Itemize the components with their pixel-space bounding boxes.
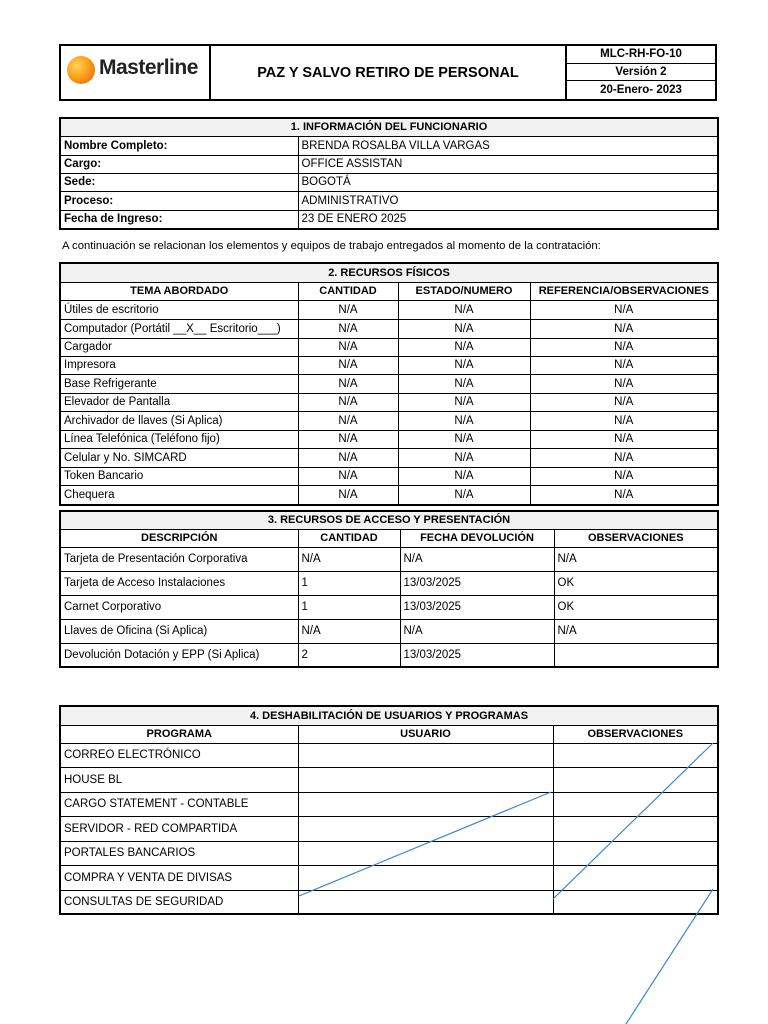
description-cell: Llaves de Oficina (Si Aplica) bbox=[60, 619, 298, 643]
status-cell: N/A bbox=[398, 393, 530, 411]
observations-cell: OK bbox=[554, 595, 718, 619]
item-name-cell: Archivador de llaves (Si Aplica) bbox=[60, 411, 298, 430]
description-cell: Devolución Dotación y EPP (Si Aplica) bbox=[60, 643, 298, 667]
document-code: MLC-RH-FO-10 bbox=[567, 46, 715, 64]
reference-cell: N/A bbox=[530, 374, 718, 393]
user-cell bbox=[298, 816, 553, 841]
reference-cell: N/A bbox=[530, 430, 718, 448]
item-name-cell: Chequera bbox=[60, 485, 298, 505]
item-name-cell: Base Refrigerante bbox=[60, 374, 298, 393]
table-header-row bbox=[60, 529, 718, 547]
program-cell: COMPRA Y VENTA DE DIVISAS bbox=[60, 865, 298, 890]
quantity-cell: N/A bbox=[298, 430, 398, 448]
reference-cell: N/A bbox=[530, 319, 718, 338]
status-cell: N/A bbox=[398, 467, 530, 485]
table-row bbox=[60, 619, 718, 643]
user-cell bbox=[298, 890, 553, 914]
observations-cell: N/A bbox=[554, 619, 718, 643]
info-value: BRENDA ROSALBA VILLA VARGAS bbox=[298, 136, 718, 155]
status-cell: N/A bbox=[398, 448, 530, 467]
status-cell: N/A bbox=[398, 319, 530, 338]
section4-title: 4. DESHABILITACIÓN DE USUARIOS Y PROGRAMAS bbox=[60, 706, 718, 725]
info-label: Sede: bbox=[60, 173, 298, 191]
info-row bbox=[60, 210, 718, 229]
column-header: USUARIO bbox=[298, 725, 553, 743]
info-row bbox=[60, 191, 718, 210]
reference-cell: N/A bbox=[530, 485, 718, 505]
return-date-cell: N/A bbox=[400, 547, 554, 571]
description-cell: Tarjeta de Acceso Instalaciones bbox=[60, 571, 298, 595]
section1-title: 1. INFORMACIÓN DEL FUNCIONARIO bbox=[60, 118, 718, 136]
quantity-cell: N/A bbox=[298, 411, 398, 430]
reference-cell: N/A bbox=[530, 356, 718, 374]
column-header: CANTIDAD bbox=[298, 282, 398, 300]
table-row bbox=[60, 890, 718, 914]
table-row bbox=[60, 595, 718, 619]
table-row bbox=[60, 467, 718, 485]
observations-cell bbox=[553, 767, 718, 792]
reference-cell: N/A bbox=[530, 411, 718, 430]
table-row bbox=[60, 792, 718, 816]
observations-cell bbox=[553, 890, 718, 914]
access-resources-table bbox=[59, 510, 719, 668]
status-cell: N/A bbox=[398, 485, 530, 505]
table-row bbox=[60, 300, 718, 319]
info-row bbox=[60, 155, 718, 173]
item-name-cell: Útiles de escritorio bbox=[60, 300, 298, 319]
status-cell: N/A bbox=[398, 300, 530, 319]
quantity-cell: N/A bbox=[298, 485, 398, 505]
column-header: FECHA DEVOLUCIÓN bbox=[400, 529, 554, 547]
status-cell: N/A bbox=[398, 411, 530, 430]
quantity-cell: 2 bbox=[298, 643, 400, 667]
observations-cell bbox=[553, 743, 718, 767]
quantity-cell: N/A bbox=[298, 619, 400, 643]
quantity-cell: N/A bbox=[298, 393, 398, 411]
item-name-cell: Token Bancario bbox=[60, 467, 298, 485]
table-row bbox=[60, 547, 718, 571]
table-row bbox=[60, 485, 718, 505]
status-cell: N/A bbox=[398, 338, 530, 356]
table-header-row bbox=[60, 725, 718, 743]
physical-resources-table bbox=[59, 262, 719, 506]
reference-cell: N/A bbox=[530, 393, 718, 411]
quantity-cell: N/A bbox=[298, 338, 398, 356]
table-row bbox=[60, 319, 718, 338]
info-label: Nombre Completo: bbox=[60, 136, 298, 155]
item-name-cell: Elevador de Pantalla bbox=[60, 393, 298, 411]
observations-cell: OK bbox=[554, 571, 718, 595]
column-header: OBSERVACIONES bbox=[553, 725, 718, 743]
description-cell: Tarjeta de Presentación Corporativa bbox=[60, 547, 298, 571]
company-logo bbox=[61, 46, 211, 99]
quantity-cell: 1 bbox=[298, 571, 400, 595]
table-row bbox=[60, 411, 718, 430]
status-cell: N/A bbox=[398, 374, 530, 393]
item-name-cell: Celular y No. SIMCARD bbox=[60, 448, 298, 467]
quantity-cell: N/A bbox=[298, 547, 400, 571]
quantity-cell: N/A bbox=[298, 300, 398, 319]
info-row bbox=[60, 173, 718, 191]
intro-text: A continuación se relacionan los elementos y equipos de trabajo entregados al momento de la contratación: bbox=[62, 240, 601, 252]
column-header: DESCRIPCIÓN bbox=[60, 529, 298, 547]
user-cell bbox=[298, 841, 553, 865]
return-date-cell: N/A bbox=[400, 619, 554, 643]
info-label: Cargo: bbox=[60, 155, 298, 173]
item-name-cell: Impresora bbox=[60, 356, 298, 374]
table-row bbox=[60, 338, 718, 356]
table-row bbox=[60, 743, 718, 767]
column-header: REFERENCIA/OBSERVACIONES bbox=[530, 282, 718, 300]
table-row bbox=[60, 841, 718, 865]
program-cell: SERVIDOR - RED COMPARTIDA bbox=[60, 816, 298, 841]
program-cell: CARGO STATEMENT - CONTABLE bbox=[60, 792, 298, 816]
quantity-cell: N/A bbox=[298, 467, 398, 485]
item-name-cell: Cargador bbox=[60, 338, 298, 356]
quantity-cell: 1 bbox=[298, 595, 400, 619]
users-programs-table bbox=[59, 705, 719, 915]
item-name-cell: Computador (Portátil __X__ Escritorio___) bbox=[60, 319, 298, 338]
program-cell: PORTALES BANCARIOS bbox=[60, 841, 298, 865]
column-header: PROGRAMA bbox=[60, 725, 298, 743]
info-value: OFFICE ASSISTAN bbox=[298, 155, 718, 173]
column-header: TEMA ABORDADO bbox=[60, 282, 298, 300]
return-date-cell: 13/03/2025 bbox=[400, 595, 554, 619]
info-value: 23 DE ENERO 2025 bbox=[298, 210, 718, 229]
info-value: ADMINISTRATIVO bbox=[298, 191, 718, 210]
info-label: Proceso: bbox=[60, 191, 298, 210]
section3-title: 3. RECURSOS DE ACCESO Y PRESENTACIÓN bbox=[60, 511, 718, 529]
user-cell bbox=[298, 743, 553, 767]
table-header-row bbox=[60, 282, 718, 300]
observations-cell: N/A bbox=[554, 547, 718, 571]
observations-cell bbox=[553, 865, 718, 890]
table-row bbox=[60, 430, 718, 448]
reference-cell: N/A bbox=[530, 338, 718, 356]
document-date: 20-Enero- 2023 bbox=[600, 83, 682, 96]
reference-cell: N/A bbox=[530, 448, 718, 467]
table-row bbox=[60, 643, 718, 667]
table-row bbox=[60, 865, 718, 890]
reference-cell: N/A bbox=[530, 300, 718, 319]
document-header bbox=[59, 44, 717, 101]
user-cell bbox=[298, 792, 553, 816]
table-row bbox=[60, 767, 718, 792]
reference-cell: N/A bbox=[530, 467, 718, 485]
table-row bbox=[60, 448, 718, 467]
document-title: PAZ Y SALVO RETIRO DE PERSONAL bbox=[257, 64, 519, 81]
quantity-cell: N/A bbox=[298, 319, 398, 338]
observations-cell bbox=[553, 792, 718, 816]
status-cell: N/A bbox=[398, 356, 530, 374]
return-date-cell: 13/03/2025 bbox=[400, 643, 554, 667]
table-row bbox=[60, 374, 718, 393]
logo-text: Masterline bbox=[99, 56, 198, 79]
document-version: Versión 2 bbox=[567, 64, 715, 82]
user-cell bbox=[298, 865, 553, 890]
table-row bbox=[60, 393, 718, 411]
table-row bbox=[60, 816, 718, 841]
return-date-cell: 13/03/2025 bbox=[400, 571, 554, 595]
column-header: ESTADO/NUMERO bbox=[398, 282, 530, 300]
table-row bbox=[60, 356, 718, 374]
user-cell bbox=[298, 767, 553, 792]
observations-cell bbox=[553, 816, 718, 841]
program-cell: HOUSE BL bbox=[60, 767, 298, 792]
quantity-cell: N/A bbox=[298, 356, 398, 374]
section2-title: 2. RECURSOS FÍSICOS bbox=[60, 263, 718, 282]
program-cell: CORREO ELECTRÓNICO bbox=[60, 743, 298, 767]
item-name-cell: Línea Telefónica (Teléfono fijo) bbox=[60, 430, 298, 448]
observations-cell bbox=[554, 643, 718, 667]
observations-cell bbox=[553, 841, 718, 865]
column-header: OBSERVACIONES bbox=[554, 529, 718, 547]
description-cell: Carnet Corporativo bbox=[60, 595, 298, 619]
program-cell: CONSULTAS DE SEGURIDAD bbox=[60, 890, 298, 914]
employee-info-table bbox=[59, 117, 719, 230]
quantity-cell: N/A bbox=[298, 374, 398, 393]
info-label: Fecha de Ingreso: bbox=[60, 210, 298, 229]
column-header: CANTIDAD bbox=[298, 529, 400, 547]
status-cell: N/A bbox=[398, 430, 530, 448]
document-codes bbox=[565, 46, 715, 99]
info-row bbox=[60, 136, 718, 155]
quantity-cell: N/A bbox=[298, 448, 398, 467]
info-value: BOGOTÁ bbox=[298, 173, 718, 191]
table-row bbox=[60, 571, 718, 595]
logo-sphere-icon bbox=[67, 56, 95, 84]
